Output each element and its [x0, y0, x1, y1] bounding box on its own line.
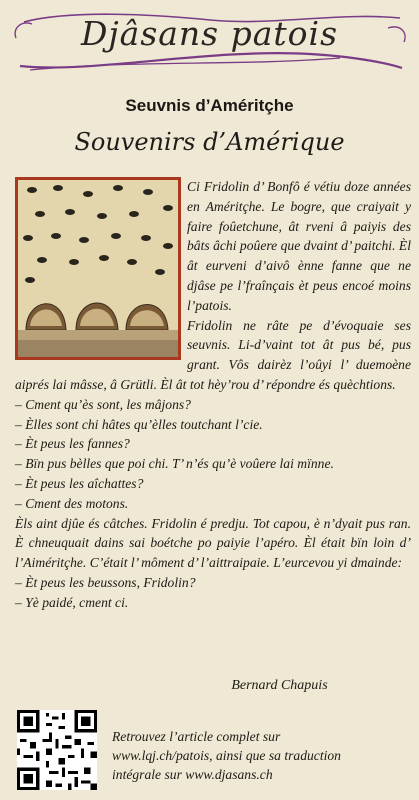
paragraph: Ci Fridolin d’ Bonfô é vétiu doze années en Améritçhe. Le bogre, que craiyait y faire foûetchune, ât rveni â paiyis des bâts âchi poûere que dvaint d’ paitchi. Èl ât eurveni d’aivô ènne fanne que ne djâse pe l’fraînçais èt peus encoé moins l’patois.: [187, 179, 411, 313]
author-signature: Bernard Chapuis: [231, 678, 328, 693]
bees-and-hives-illustration: [15, 177, 181, 360]
dialogue-line: – Yè paidé, cment ci.: [15, 594, 129, 610]
footer-line: Retrouvez l’article complet sur: [112, 729, 281, 744]
dialogue-line: – Cment qu’ès sont, les mâjons?: [15, 396, 191, 412]
dialogue-line: – Èlles sont chi hâtes qu’èlles toutchant l’cie.: [15, 416, 263, 432]
masthead: [0, 0, 419, 84]
paragraph: Èls aint djûe és câtches. Fridolin é predju. Tot capou, è n’dyait pus ran. È chneuquait dains sai boétche po paiyie l’apéro. Èl était bïn loin d’ l’Aiméritçhe. C’était l’ môment d’ l’aittraipaie. L’eurcevou yi dmainde:: [15, 515, 411, 571]
bees-and-hives-drawing: [18, 180, 178, 357]
dialogue-line: – Cment des motons.: [15, 495, 129, 511]
masthead-title: Djâsans patois: [80, 14, 339, 53]
footer-note: [112, 727, 412, 784]
footer-link-line[interactable]: intégrale sur www.djasans.ch: [112, 767, 273, 782]
paragraph: Fridolin ne râte pe d’évoquaie ses seuvnis. Li-d’vaint tot ât pus bé, pus grant. Vôs dairèz l’oûyi l’ duemoène aiprés lai mâsse, â Grütli. Èl ât tot hèy’rou d’ répondre és quèchtions.: [15, 317, 411, 392]
dialogue-line: – Èt peus les beussons, Fridolin?: [15, 574, 196, 590]
section-label: Seuvnis d’Améritçhe: [125, 96, 294, 115]
article-title: Souvenirs d’Amérique: [74, 128, 345, 156]
footer-link-line[interactable]: www.lqj.ch/patois, ainsi que sa traduction: [112, 748, 341, 763]
dialogue-line: – Bïn pus bèlles que poi chi. T’ n’és qu’è voûere lai mïnne.: [15, 456, 334, 472]
qr-code-icon[interactable]: [17, 710, 97, 790]
dialogue-line: – Èt peus les aîchattes?: [15, 475, 144, 491]
dialogue-line: – Èt peus les fannes?: [15, 436, 130, 452]
